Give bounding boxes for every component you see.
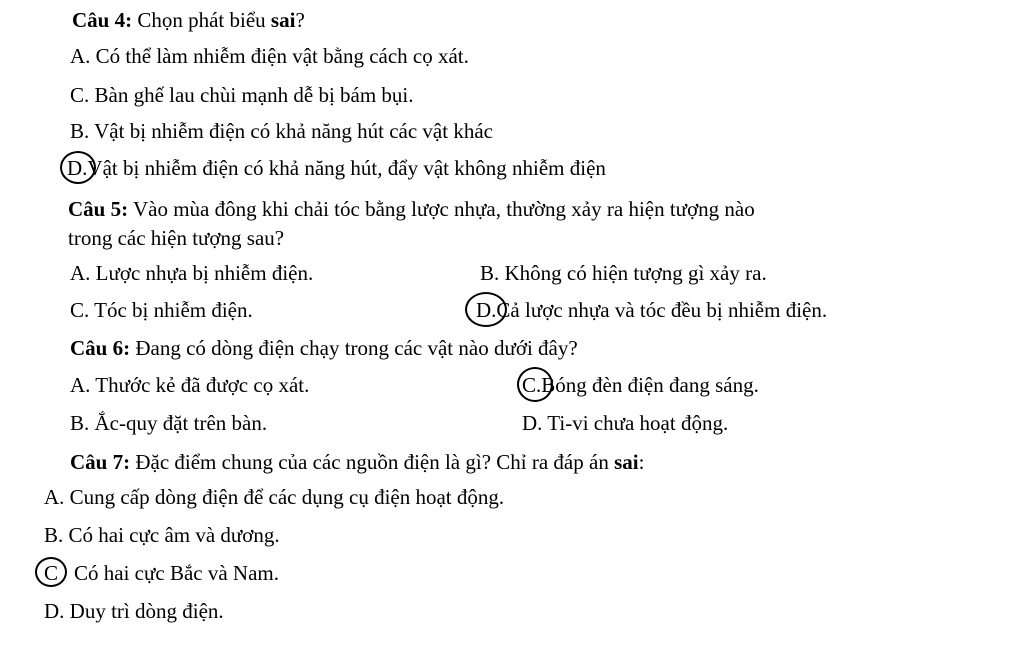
question-6-option-b: B. Ắc-quy đặt trên bàn. — [70, 411, 268, 435]
question-6-stem: Câu 6: Đang có dòng điện chạy trong các vật nào dưới đây? — [70, 336, 578, 360]
question-5-label: Câu 5: — [68, 197, 129, 221]
question-4-option-c: C. Bàn ghế lau chùi mạnh dễ bị bám bụi. — [70, 83, 414, 107]
question-7-option-a: A. Cung cấp dòng điện để các dụng cụ điện hoạt động. — [44, 485, 505, 509]
question-6-option-d: D. Ti-vi chưa hoạt động. — [522, 411, 729, 435]
question-5-stem-line-2: trong các hiện tượng sau? — [68, 226, 285, 250]
question-7-label: Câu 7: — [70, 450, 131, 474]
question-5-option-c: C. Tóc bị nhiễm điện. — [70, 298, 253, 322]
question-7-option-c: C Có hai cực Bắc và Nam. — [44, 561, 279, 585]
question-6-option-c: C.Bóng đèn điện đang sáng. — [522, 373, 759, 397]
question-5-option-d-letter: D. — [476, 298, 497, 322]
question-4-stem: Câu 4: Chọn phát biểu sai? — [72, 8, 305, 32]
question-4-option-d-letter: D. — [67, 156, 88, 180]
question-7-option-d: D. Duy trì dòng điện. — [44, 599, 224, 623]
question-4-label: Câu 4: — [72, 8, 133, 32]
question-4-option-d: D.Vật bị nhiễm điện có khả năng hút, đẩy vật không nhiễm điện — [67, 156, 606, 180]
question-4-option-a: A. Có thể làm nhiễm điện vật bằng cách cọ xát. — [70, 44, 469, 68]
question-7-option-b: B. Có hai cực âm và dương. — [44, 523, 280, 547]
question-4-option-b: B. Vật bị nhiễm điện có khả năng hút các vật khác — [70, 119, 493, 143]
question-7-option-c-letter: C — [44, 561, 59, 585]
question-5-stem-line-1: Câu 5: Vào mùa đông khi chải tóc bằng lược nhựa, thường xảy ra hiện tượng nào — [68, 197, 755, 221]
question-5-option-d: D.Cả lược nhựa và tóc đều bị nhiễm điện. — [476, 298, 828, 322]
question-6-option-a: A. Thước kẻ đã được cọ xát. — [70, 373, 310, 397]
question-7-stem: Câu 7: Đặc điểm chung của các nguồn điện là gì? Chỉ ra đáp án sai: — [70, 450, 645, 474]
question-6-option-c-letter: C. — [522, 373, 542, 397]
question-6-label: Câu 6: — [70, 336, 131, 360]
question-5-option-b: B. Không có hiện tượng gì xảy ra. — [480, 261, 767, 285]
question-5-option-a: A. Lược nhựa bị nhiễm điện. — [70, 261, 314, 285]
